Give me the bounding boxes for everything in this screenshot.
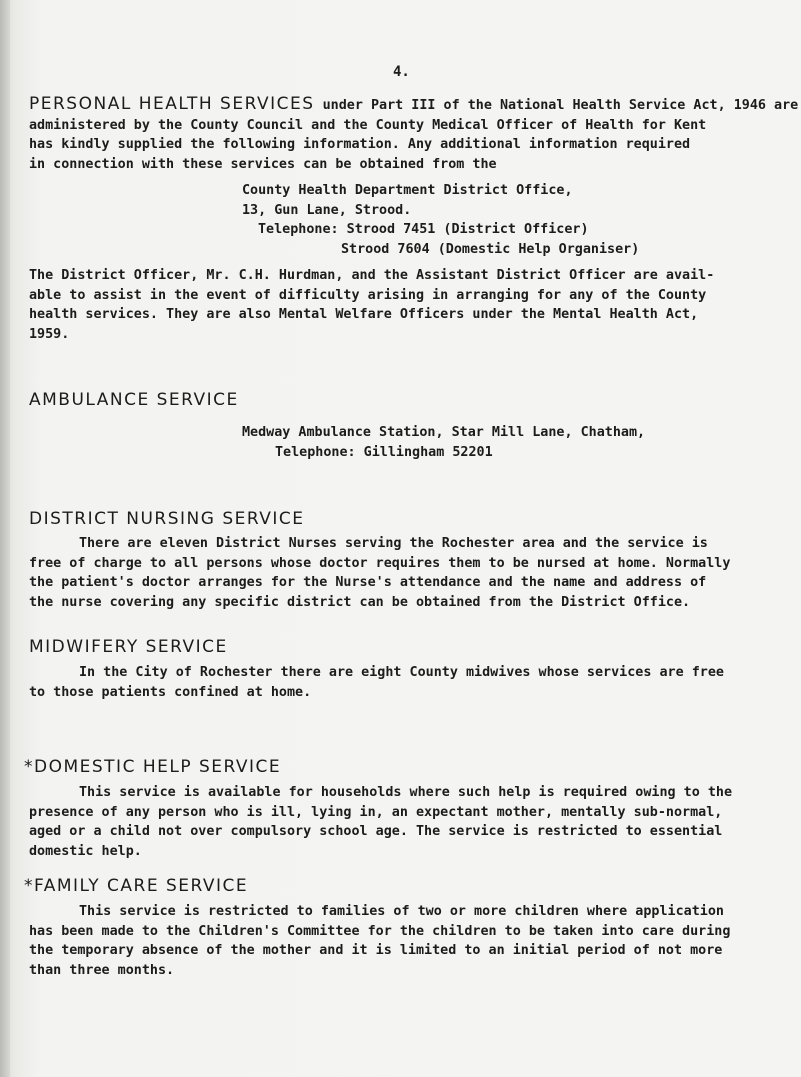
domestic-help-heading: *DOMESTIC HELP SERVICE xyxy=(24,757,282,777)
family-care-line-1: This service is restricted to families of two or more children where application xyxy=(79,904,724,919)
midwifery-heading: MIDWIFERY SERVICE xyxy=(29,637,228,657)
district-nursing-paragraph xyxy=(29,534,789,612)
domestic-help-line-2: presence of any person who is ill, lying in, an expectant mother, mentally sub-normal, xyxy=(29,804,723,820)
address-telephone-2: Strood 7604 (Domestic Help Organiser) xyxy=(341,241,640,257)
page-number: 4. xyxy=(393,64,410,80)
domestic-help-line-3: aged or a child not over compulsory school age. The service is restricted to essential xyxy=(29,824,723,839)
district-nursing-line-2: free of charge to all persons whose doctor requires them to be nursed at home. Normally xyxy=(29,555,731,571)
family-care-line-3: the temporary absence of the mother and it is limited to an initial period of not more xyxy=(29,943,723,958)
intro-line-4: in connection with these services can be obtained from the xyxy=(29,156,497,172)
ambulance-address-line: Medway Ambulance Station, Star Mill Lane, Chatham, xyxy=(242,425,646,440)
ambulance-telephone: Telephone: Gillingham 52201 xyxy=(275,444,493,460)
intro-line-1 xyxy=(29,94,799,116)
domestic-help-paragraph xyxy=(29,783,789,861)
intro-paragraph xyxy=(29,94,799,174)
domestic-help-line-1: This service is available for households where such help is required owing to the xyxy=(79,785,733,800)
district-officer-line-2: able to assist in the event of difficulty arising in arranging for any of the County xyxy=(29,287,707,303)
intro-line-3: has kindly supplied the following information. Any additional information required xyxy=(29,137,691,152)
midwifery-line-1: In the City of Rochester there are eight County midwives whose services are free xyxy=(79,665,724,680)
district-nursing-heading: DISTRICT NURSING SERVICE xyxy=(29,509,305,529)
district-officer-line-3: health services. They are also Mental Welfare Officers under the Mental Health Act, xyxy=(29,307,699,322)
district-officer-line-1: The District Officer, Mr. C.H. Hurdman, and the Assistant District Officer are avail- xyxy=(29,268,715,283)
district-officer-line-4: 1959. xyxy=(29,326,70,342)
address-line-1: County Health Department District Office, xyxy=(242,183,573,198)
family-care-line-4: than three months. xyxy=(29,962,175,978)
address-line-2: 13, Gun Lane, Strood. xyxy=(242,202,412,218)
family-care-paragraph xyxy=(29,902,789,980)
domestic-help-line-4: domestic help. xyxy=(29,843,142,859)
address-telephone: Telephone: Strood 7451 (District Officer) xyxy=(258,222,589,237)
family-care-line-2: has been made to the Children's Committee for the children to be taken into care during xyxy=(29,923,731,939)
district-nursing-line-4: the nurse covering any specific district can be obtained from the District Office. xyxy=(29,594,691,610)
intro-line-1-rest: under Part III of the National Health Service Act, 1946 are xyxy=(314,98,799,113)
address-block xyxy=(29,181,789,259)
midwifery-line-2: to those patients confined at home. xyxy=(29,684,312,700)
district-nursing-line-1: There are eleven District Nurses serving the Rochester area and the service is xyxy=(79,536,708,551)
intro-line-2: administered by the County Council and the County Medical Officer of Health for Kent xyxy=(29,117,707,133)
intro-lead: PERSONAL HEALTH SERVICES xyxy=(29,94,315,114)
district-nursing-line-3: the patient's doctor arranges for the Nurse's attendance and the name and address of xyxy=(29,575,707,590)
ambulance-address xyxy=(29,423,789,462)
family-care-heading: *FAMILY CARE SERVICE xyxy=(24,876,249,896)
district-officer-paragraph xyxy=(29,266,789,344)
ambulance-heading: AMBULANCE SERVICE xyxy=(29,390,239,410)
midwifery-paragraph xyxy=(29,663,789,702)
page-spine-shadow xyxy=(0,0,10,1077)
